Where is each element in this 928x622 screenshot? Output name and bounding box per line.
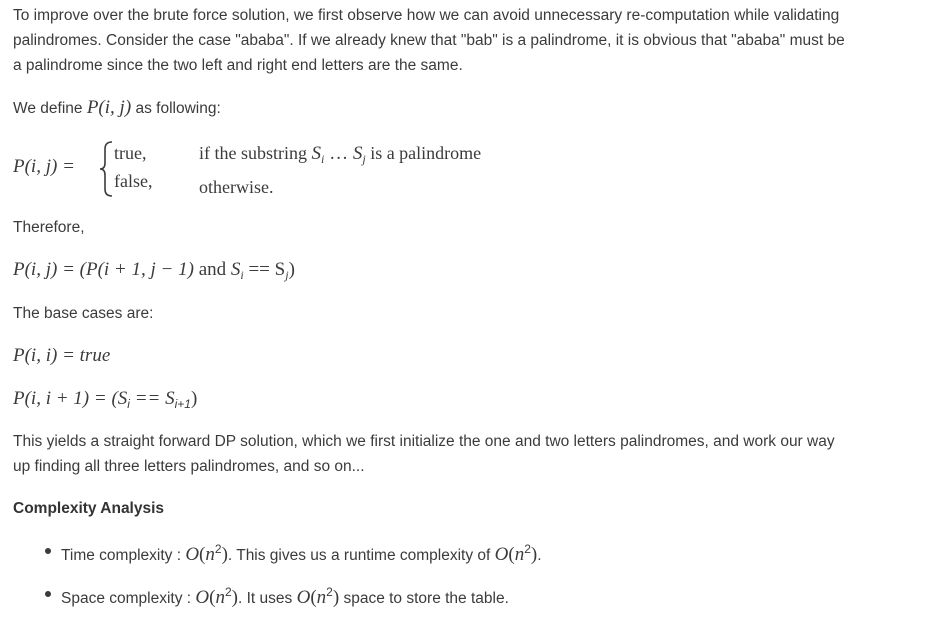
summary-paragraph	[13, 429, 835, 479]
case-values	[114, 139, 152, 195]
definition-line: We define P(i, j) as following:	[13, 97, 221, 118]
piecewise-lhs: P(i, j) =	[13, 156, 75, 177]
bullet-icon	[45, 591, 51, 597]
base-case-2: P(i, $i + 1) = (S_i == S_{i+1})$	[13, 388, 198, 411]
space-complexity-item: Space complexity : $O(n^2)$. It uses $O(n^2)$ space to store the table.	[61, 585, 509, 608]
intro-paragraph	[13, 3, 845, 78]
definition-function: P(i, j)	[86, 97, 132, 118]
therefore-text: Therefore,	[13, 219, 85, 236]
case-false-condition: otherwise.	[199, 177, 274, 197]
base-case-1: P(i, i) = true	[13, 345, 111, 366]
recurrence-formula: P(i, j) = (P(i + 1, j − 1) and $S_i == S_j$)	[13, 259, 295, 282]
bullet-icon	[45, 548, 51, 554]
complexity-heading: Complexity Analysis	[13, 500, 165, 517]
summary-line-1: This yields a straight forward DP solution, which we first initialize the one and two letters palindromes, and work our way	[13, 433, 835, 450]
intro-line-1: To improve over the brute force solution, we first observe how we can avoid unnecessary re-computation while validating	[13, 7, 840, 24]
case-conditions	[199, 139, 481, 201]
left-brace-icon	[99, 141, 113, 197]
base-cases-intro: The base cases are:	[13, 305, 154, 322]
time-complexity-item: Time complexity : $O(n^2)$. This gives us a runtime complexity of $O(n^2)$.	[61, 542, 542, 565]
case-true-condition: if the substring $S_i$ … $S_j$ is a palindrome	[199, 143, 482, 166]
case-false-value: false,	[114, 171, 153, 191]
summary-line-2: up finding all three letters palindromes, and so on...	[13, 458, 365, 475]
case-true-value: true,	[114, 143, 147, 163]
intro-line-2: palindromes. Consider the case "ababa". If we already knew that "bab" is a palindrome, it is obvious that "ababa" must be	[13, 32, 845, 49]
intro-line-3: a palindrome since the two left and right end letters are the same.	[13, 57, 463, 74]
